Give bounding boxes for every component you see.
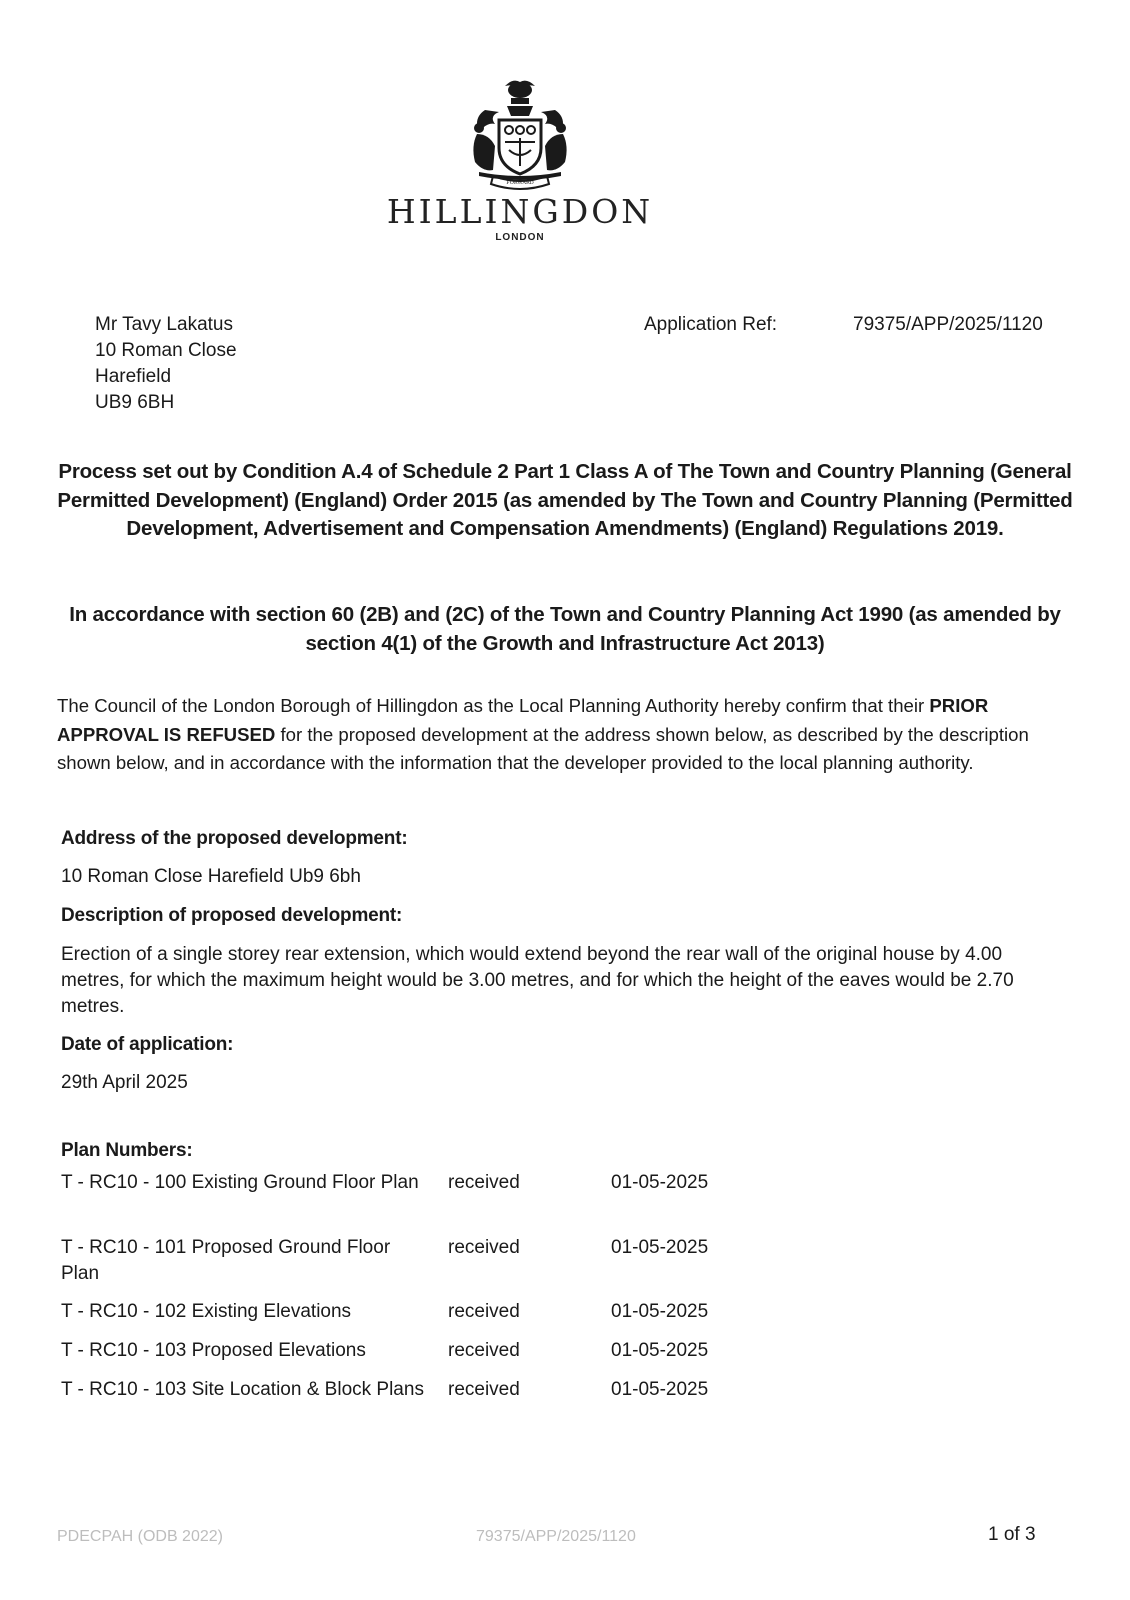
coat-of-arms-icon [465,76,575,194]
recipient-street: 10 Roman Close [95,340,237,361]
legal-heading-process: Process set out by Condition A.4 of Schedule 2 Part 1 Class A of The Town and Country Planning (General Permitted Development) (England) Order 2015 (as amended by The Town and Country Planning (Permitted Development, Advertisement and Compensation Amendments) (England) Regulations 2019. [57,460,1073,540]
plan-date: 01-05-2025 [611,1172,709,1193]
plan-status: received [448,1301,520,1322]
description-label: Description of proposed development: [61,905,403,926]
motto-text: FORWARD [506,180,534,186]
plan-name: T - RC10 - 103 Site Location & Block Plans [61,1379,424,1400]
plan-date: 01-05-2025 [611,1237,709,1258]
plan-date: 01-05-2025 [611,1340,709,1361]
recipient-address [95,312,237,416]
footer-reference: 79375/APP/2025/1120 [476,1528,636,1545]
brand-subtitle: LONDON [495,232,545,243]
plan-name: T - RC10 - 101 Proposed Ground Floor Plan [61,1237,391,1284]
footer-form-code: PDECPAH (ODB 2022) [57,1528,223,1545]
decision-tail-text: for the proposed development at the address shown below, as described by the description shown below, and in accordance with the information that the developer provided to the local planning authority. [57,723,1029,773]
plan-name: T - RC10 - 102 Existing Elevations [61,1301,352,1322]
legal-heading-section60: In accordance with section 60 (2B) and (2C) of the Town and Country Planning Act 1990 (as amended by section 4(1) of the Growth and Infrastructure Act 2013) [69,603,1061,655]
recipient-town: Harefield [95,366,172,387]
plan-status: received [448,1237,520,1258]
application-ref-value: 79375/APP/2025/1120 [853,314,1043,335]
plan-numbers-label: Plan Numbers: [61,1140,193,1161]
recipient-name: Mr Tavy Lakatus [95,314,233,335]
application-date-label: Date of application: [61,1034,234,1055]
plan-status: received [448,1172,520,1193]
brand-wordmark: HILLINGDON [386,192,654,231]
development-address-value: 10 Roman Close Harefield Ub9 6bh [61,866,361,887]
application-date-value: 29th April 2025 [61,1072,188,1093]
council-logo [380,76,660,256]
plan-status: received [448,1340,520,1361]
development-address-label: Address of the proposed development: [61,828,408,849]
application-ref-label: Application Ref: [644,314,778,335]
description-value: Erection of a single storey rear extension, which would extend beyond the rear wall of the original house by 4.00 metres, for which the maximum height would be 3.00 metres, and for which the height of the eaves would be 2.70 metres. [61,944,1014,1017]
page-number: 1 of 3 [988,1524,1036,1545]
plan-date: 01-05-2025 [611,1301,709,1322]
plan-name: T - RC10 - 100 Existing Ground Floor Plan [61,1172,419,1193]
decision-statement [57,692,1067,778]
plan-date: 01-05-2025 [611,1379,709,1400]
recipient-postcode: UB9 6BH [95,392,175,413]
decision-outcome: PRIOR APPROVAL IS REFUSED [57,695,989,745]
plan-status: received [448,1379,520,1400]
plan-name: T - RC10 - 103 Proposed Elevations [61,1340,366,1361]
decision-intro-text: The Council of the London Borough of Hillingdon as the Local Planning Authority hereby confirm that their [57,695,930,716]
